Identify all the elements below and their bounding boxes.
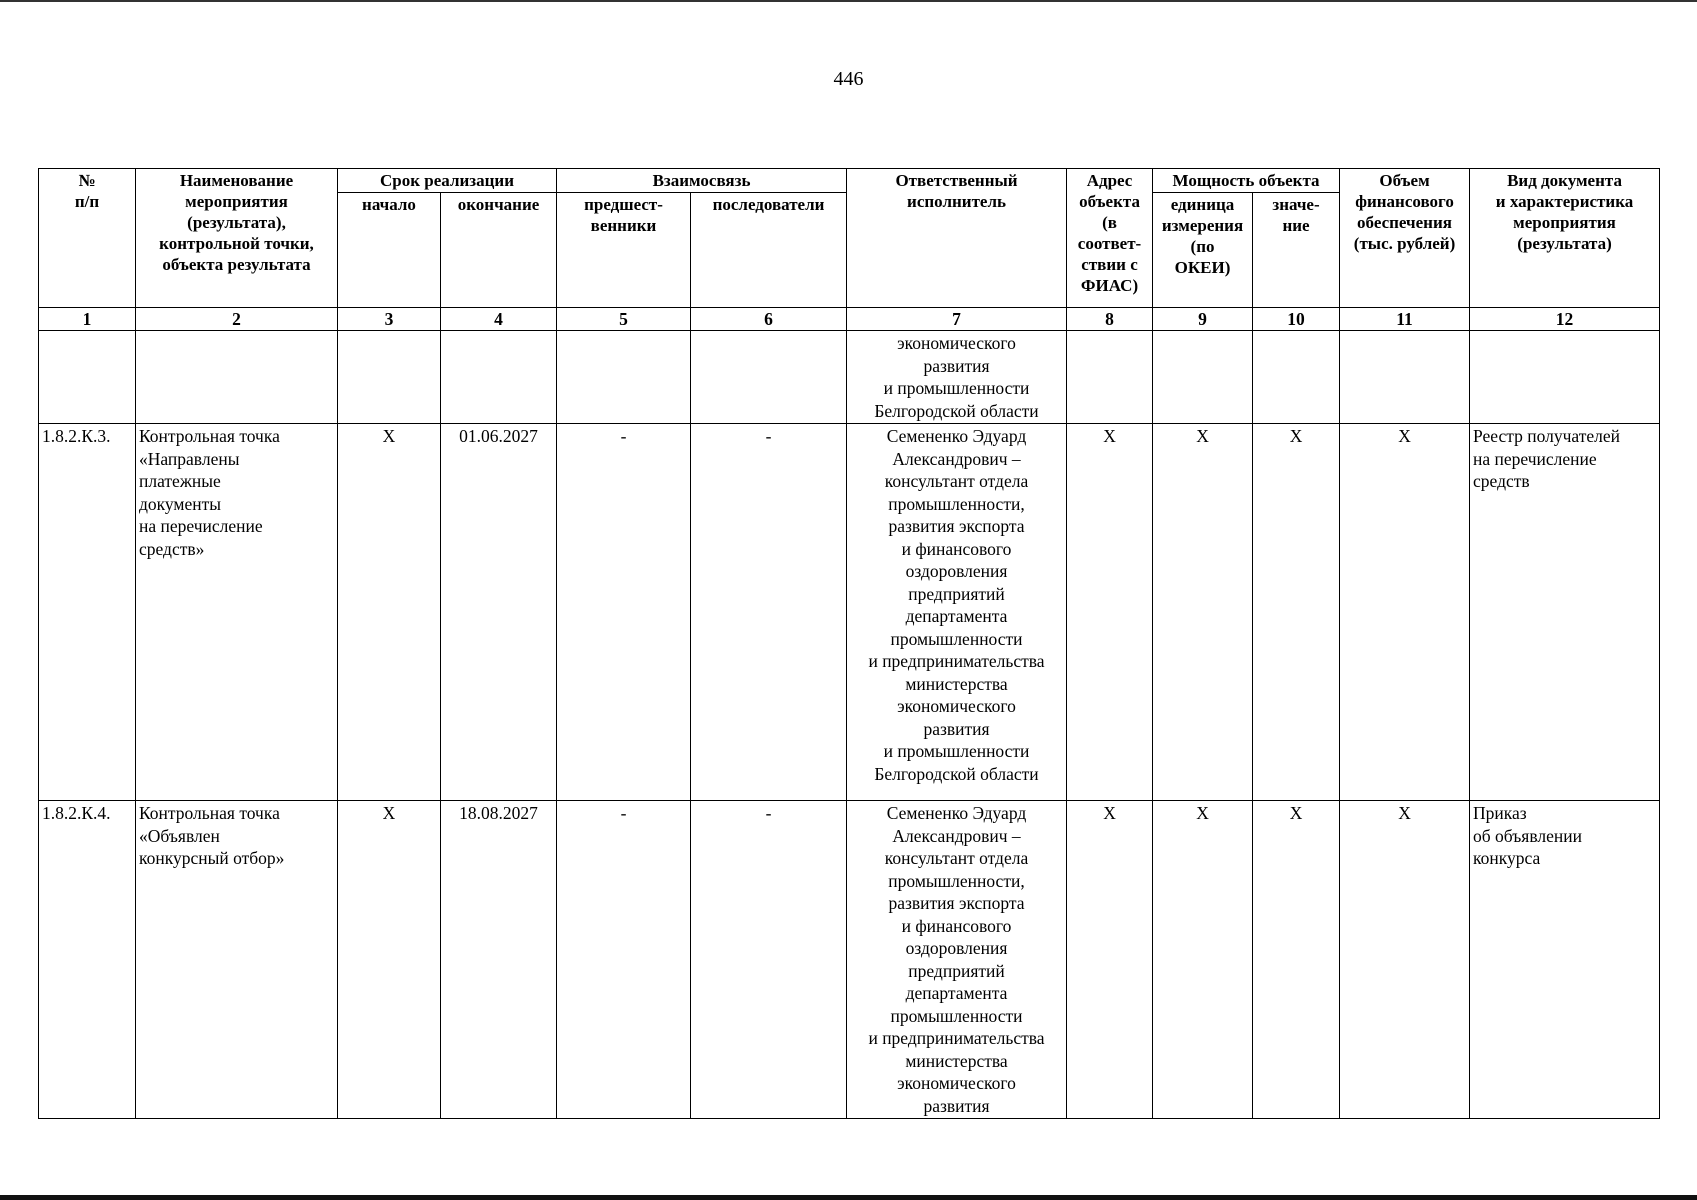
cell-unit: Х	[1153, 424, 1253, 801]
header-row-1	[39, 169, 1660, 193]
cell-predecessors: -	[557, 424, 691, 801]
cell-num: 1.8.2.К.3.	[39, 424, 136, 801]
header-finance: Объем финансового обеспечения (тыс. рублей)	[1340, 169, 1470, 308]
cell-unit: Х	[1153, 801, 1253, 1119]
column-number: 3	[338, 308, 441, 331]
header-doc: Вид документа и характеристика мероприятия (результата)	[1470, 169, 1660, 308]
cell-num	[39, 331, 136, 424]
column-number: 8	[1067, 308, 1153, 331]
cell-end	[441, 331, 557, 424]
column-number: 4	[441, 308, 557, 331]
header-term-start: начало	[338, 193, 441, 308]
column-number: 11	[1340, 308, 1470, 331]
cell-value	[1253, 331, 1340, 424]
cell-successors: -	[691, 801, 847, 1119]
column-number: 1	[39, 308, 136, 331]
cell-finance: Х	[1340, 424, 1470, 801]
cell-unit	[1153, 331, 1253, 424]
header-link-group: Взаимосвязь	[557, 169, 847, 193]
cell-responsible: экономического развития и промышленности Белгородской области	[847, 331, 1067, 424]
header-name: Наименование мероприятия (результата), контрольной точки, объекта результата	[136, 169, 338, 308]
cell-successors: -	[691, 424, 847, 801]
top-rule	[0, 0, 1697, 2]
page-number: 446	[833, 68, 864, 90]
header-successors: последователи	[691, 193, 847, 308]
cell-predecessors: -	[557, 801, 691, 1119]
cell-responsible: Семененко Эдуард Александрович – консультант отдела промышленности, развития экспорта и финансового оздоровления предприятий департамента промышленности и предпринимательства министерства экономического развития	[847, 801, 1067, 1119]
column-number: 9	[1153, 308, 1253, 331]
cell-name	[136, 331, 338, 424]
cell-doc: Реестр получателей на перечисление средств	[1470, 424, 1660, 801]
cell-end: 18.08.2027	[441, 801, 557, 1119]
cell-doc: Приказ об объявлении конкурса	[1470, 801, 1660, 1119]
cell-start: Х	[338, 801, 441, 1119]
column-number: 7	[847, 308, 1067, 331]
cell-address: Х	[1067, 424, 1153, 801]
column-number: 5	[557, 308, 691, 331]
table-row	[39, 331, 1660, 424]
cell-num: 1.8.2.К.4.	[39, 801, 136, 1119]
header-value: значе- ние	[1253, 193, 1340, 308]
cell-start: Х	[338, 424, 441, 801]
cell-doc	[1470, 331, 1660, 424]
bottom-scan-edge	[0, 1195, 1697, 1200]
cell-finance: Х	[1340, 801, 1470, 1119]
cell-start	[338, 331, 441, 424]
column-number: 10	[1253, 308, 1340, 331]
header-term-end: окончание	[441, 193, 557, 308]
cell-name: Контрольная точка «Направлены платежные документы на перечисление средств»	[136, 424, 338, 801]
cell-value: Х	[1253, 424, 1340, 801]
header-responsible: Ответственный исполнитель	[847, 169, 1067, 308]
cell-predecessors	[557, 331, 691, 424]
column-numbers-row	[39, 308, 1660, 331]
plan-table	[38, 168, 1660, 1119]
cell-successors	[691, 331, 847, 424]
cell-finance	[1340, 331, 1470, 424]
cell-address: Х	[1067, 801, 1153, 1119]
cell-responsible: Семененко Эдуард Александрович – консультант отдела промышленности, развития экспорта и финансового оздоровления предприятий департамента промышленности и предпринимательства министерства экономического развития и промышленности Белгородской области	[847, 424, 1067, 801]
cell-address	[1067, 331, 1153, 424]
column-number: 6	[691, 308, 847, 331]
header-predecessors: предшест- венники	[557, 193, 691, 308]
header-unit: единица измерения (по ОКЕИ)	[1153, 193, 1253, 308]
cell-end: 01.06.2027	[441, 424, 557, 801]
cell-name: Контрольная точка «Объявлен конкурсный отбор»	[136, 801, 338, 1119]
table-row	[39, 801, 1660, 1119]
column-number: 12	[1470, 308, 1660, 331]
column-number: 2	[136, 308, 338, 331]
header-address: Адрес объекта (в соответ- ствии с ФИАС)	[1067, 169, 1153, 308]
header-term-group: Срок реализации	[338, 169, 557, 193]
table-row	[39, 424, 1660, 801]
cell-value: Х	[1253, 801, 1340, 1119]
header-num: № п/п	[39, 169, 136, 308]
header-capacity-group: Мощность объекта	[1153, 169, 1340, 193]
